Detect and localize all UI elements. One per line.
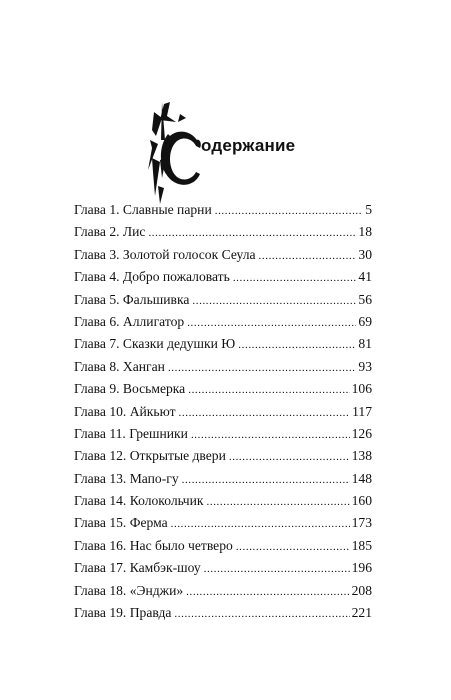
dot-leader [259, 250, 357, 262]
chapter-title: Глава 7. Сказки дедушки Ю [74, 336, 236, 352]
dot-leader [179, 407, 351, 419]
dot-leader [238, 339, 356, 351]
page-number: 221 [351, 605, 372, 621]
chapter-title: Глава 3. Золотой голосок Сеула [74, 246, 256, 262]
chapter-title: Глава 4. Добро пожаловать [74, 269, 230, 285]
toc-entry [74, 471, 372, 493]
toc-entry [74, 448, 372, 470]
chapter-title: Глава 13. Мапо-гу [74, 470, 179, 486]
chapter-title: Глава 15. Ферма [74, 515, 168, 531]
page-number: 148 [351, 470, 372, 486]
contents-heading-text: одержание [201, 136, 296, 155]
dot-leader [182, 474, 350, 486]
chapter-title: Глава 12. Открытые двери [74, 448, 226, 464]
chapter-title: Глава 2. Лис [74, 224, 146, 240]
chapter-title: Глава 16. Нас было четверо [74, 537, 233, 553]
toc-entry [74, 269, 372, 291]
page-number: 56 [358, 291, 372, 307]
table-of-contents [74, 202, 372, 627]
chapter-title: Глава 18. «Энджи» [74, 582, 184, 598]
chapter-title: Глава 14. Колокольчик [74, 493, 204, 509]
chapter-title: Глава 17. Камбэк-шоу [74, 560, 201, 576]
dot-leader [215, 205, 363, 217]
toc-entry [74, 292, 372, 314]
page-number: 69 [358, 313, 372, 329]
dot-leader [171, 518, 350, 530]
toc-entry [74, 336, 372, 358]
page-number: 117 [352, 403, 372, 419]
toc-entry [74, 381, 372, 403]
toc-entry [74, 224, 372, 246]
toc-entry [74, 359, 372, 381]
chapter-title: Глава 1. Славные парни [74, 202, 212, 217]
chapter-title: Глава 8. Ханган [74, 358, 165, 374]
dot-leader [229, 451, 350, 463]
chapter-title: Глава 5. Фальшивка [74, 291, 190, 307]
page-number: 81 [358, 336, 372, 352]
toc-entry [74, 404, 372, 426]
page-number: 18 [358, 224, 372, 240]
page-number: 138 [351, 448, 372, 464]
page-number: 173 [351, 515, 372, 531]
dot-leader [207, 496, 350, 508]
dot-leader [192, 295, 356, 307]
toc-entry [74, 202, 372, 224]
dot-leader [174, 608, 349, 620]
page-number: 30 [358, 246, 372, 262]
toc-entry [74, 583, 372, 605]
page-number: 208 [351, 582, 372, 598]
page-number: 185 [351, 537, 372, 553]
page-number: 126 [351, 425, 372, 441]
contents-heading [140, 100, 340, 210]
dot-leader [204, 563, 350, 575]
toc-entry [74, 247, 372, 269]
dot-leader [187, 317, 356, 329]
chapter-title: Глава 11. Грешники [74, 425, 188, 441]
page-number: 196 [351, 560, 372, 576]
toc-entry [74, 493, 372, 515]
toc-entry [74, 515, 372, 537]
dot-leader [186, 586, 349, 598]
dot-leader [148, 227, 356, 239]
dot-leader [188, 384, 349, 396]
dot-leader [236, 541, 350, 553]
chapter-title: Глава 10. Айкьют [74, 403, 176, 419]
page-number: 5 [365, 202, 372, 217]
toc-entry [74, 605, 372, 627]
toc-entry [74, 314, 372, 336]
chapter-title: Глава 6. Аллигатор [74, 313, 185, 329]
page-number: 106 [351, 381, 372, 397]
dot-leader [168, 362, 356, 374]
toc-entry [74, 538, 372, 560]
decorative-initial-letter [140, 100, 210, 210]
dot-leader [191, 429, 350, 441]
page-number: 41 [358, 269, 372, 285]
dot-leader [233, 272, 357, 284]
chapter-title: Глава 19. Правда [74, 605, 172, 621]
toc-entry [74, 560, 372, 582]
toc-entry [74, 426, 372, 448]
page-number: 160 [351, 493, 372, 509]
page-number: 93 [358, 358, 372, 374]
chapter-title: Глава 9. Восьмерка [74, 381, 186, 397]
